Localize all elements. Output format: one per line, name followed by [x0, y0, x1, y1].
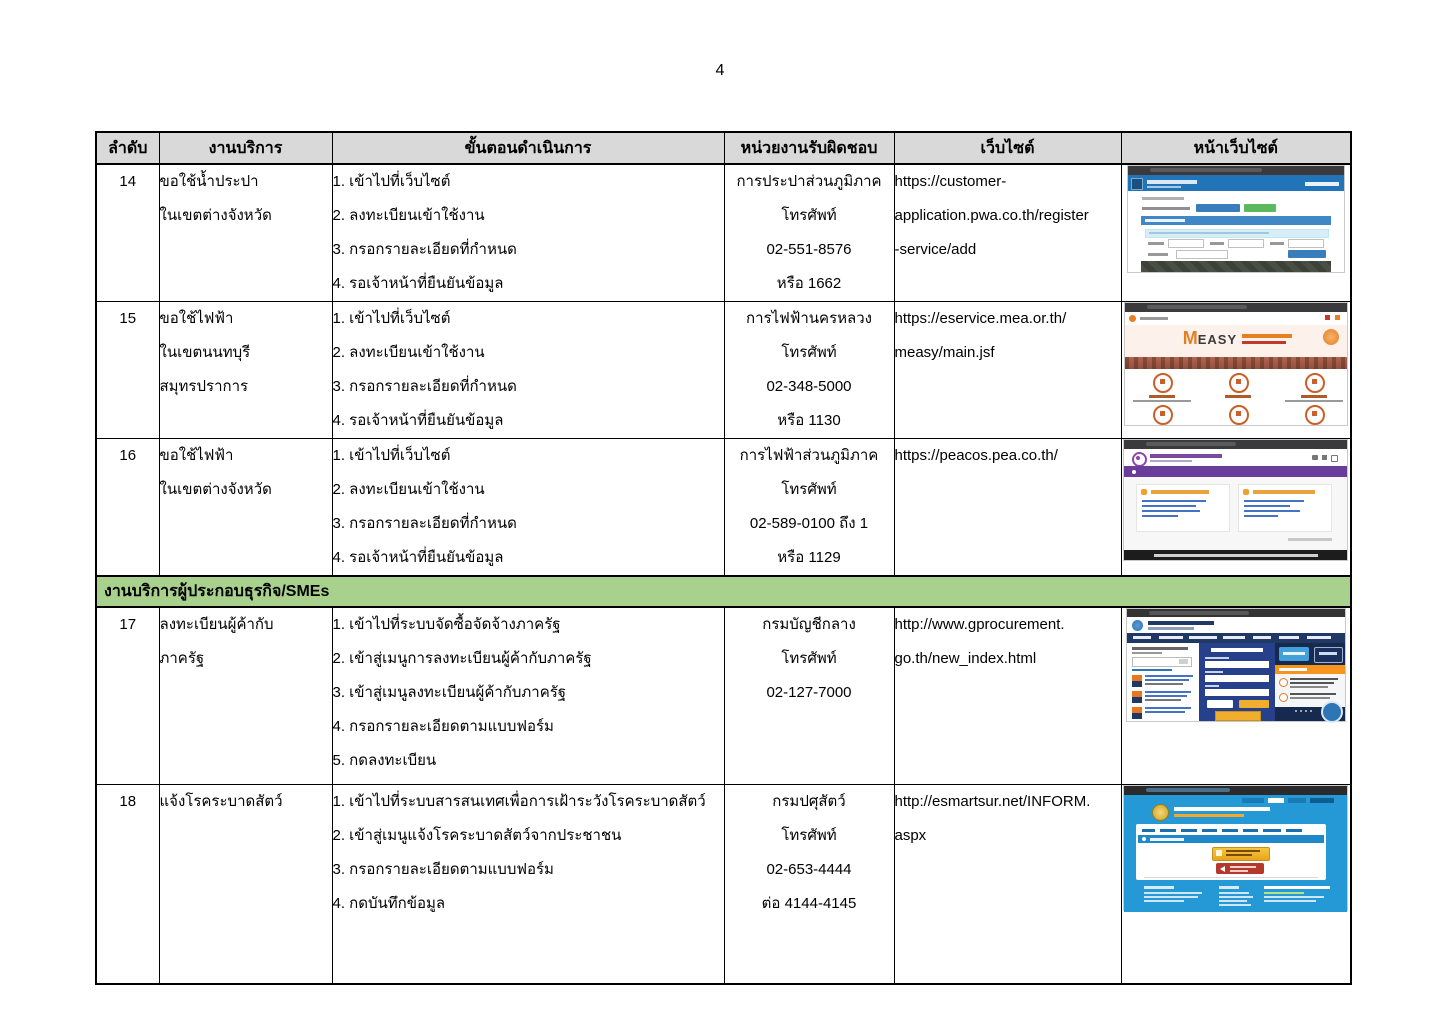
- step-item: 2. เข้าสู่เมนูแจ้งโรคระบาดสัตว์จากประชาชน: [332, 826, 622, 844]
- step-item: 2. ลงทะเบียนเข้าใช้งาน: [332, 207, 485, 224]
- agency-phone: 02-127-7000: [766, 684, 852, 701]
- agency-phone-label: โทรศัพท์: [781, 207, 837, 224]
- thumb-form-select: [1288, 239, 1324, 248]
- website-thumbnail-gprocurement: [1126, 608, 1346, 722]
- thumb-banner-subtitle-bar: [1242, 334, 1292, 338]
- thumb-form-label: [1148, 253, 1168, 256]
- thumb-menu-item-bar: [1263, 829, 1281, 832]
- thumb-icon-glyph: [1312, 411, 1317, 416]
- thumb-icon-glyph: [1160, 411, 1165, 416]
- thumb-form-select: [1205, 661, 1269, 668]
- thumb-instagram-icon: [1331, 455, 1338, 462]
- step-item: 4. กดบันทึกข้อมูล: [332, 894, 446, 912]
- thumb-text-bar: [1132, 652, 1162, 654]
- agency-phone: 02-551-8576: [766, 241, 852, 258]
- thumb-button-text-bar: [1230, 866, 1256, 868]
- thumb-nav-bar: [1124, 466, 1347, 477]
- website-url: https://customer-: [894, 173, 1007, 190]
- thumb-text-bar: [1132, 647, 1188, 650]
- thumb-site-title-bar: [1150, 454, 1222, 458]
- thumb-site-logo: [1132, 452, 1147, 467]
- step-item: 3. เข้าสู่เมนูลงทะเบียนผู้ค้ากับภาครัฐ: [332, 684, 567, 701]
- service-name: ในเขตต่างจังหวัด: [159, 207, 272, 224]
- agency-name: การไฟฟ้านครหลวง: [746, 310, 872, 327]
- service-name: สมุทรปราการ: [159, 378, 249, 395]
- thumb-form-label: [1205, 657, 1229, 659]
- step-item: 1. เข้าไปที่ระบบสารสนเทศเพื่อการเฝ้าระวังโรคระบาดสัตว์: [332, 792, 706, 810]
- step-item: 3. กรอกรายละเอียดที่กำหนด: [332, 515, 517, 532]
- thumb-button-text-bar: [1226, 854, 1252, 856]
- thumb-link-bar: [1244, 515, 1278, 517]
- thumb-card-title-bar: [1253, 490, 1315, 494]
- thumb-form-label: [1270, 242, 1284, 245]
- page-number: 4: [715, 62, 725, 79]
- thumb-list-text-bar: [1290, 693, 1336, 695]
- thumb-list-icon: [1279, 693, 1288, 702]
- thumb-url-bar: [1146, 442, 1236, 446]
- website-url: https://eservice.mea.or.th/: [894, 310, 1067, 327]
- section-header-row: [96, 576, 1351, 607]
- row-number: 14: [119, 173, 137, 190]
- thumb-icon-glyph: [1160, 379, 1165, 384]
- thumb-list-text-bar: [1290, 678, 1338, 680]
- step-item: 3. กรอกรายละเอียดที่กำหนด: [332, 378, 517, 395]
- thumb-footnote-bar: [1288, 538, 1332, 541]
- row-number: 18: [119, 792, 137, 810]
- table-row-15: [96, 302, 1351, 439]
- thumb-footer-heading-bar: [1144, 886, 1174, 889]
- service-name: ขอใช้ไฟฟ้า: [159, 310, 234, 327]
- thumb-search-panel: [1199, 643, 1275, 721]
- thumb-divider: [1144, 877, 1318, 878]
- thumb-carousel-dot: [1295, 710, 1297, 712]
- thumb-link-bar: [1142, 515, 1178, 517]
- step-item: 1. เข้าไปที่เว็บไซต์: [332, 173, 451, 190]
- thumb-link-bar: [1142, 500, 1206, 502]
- thumb-footer-highlight-bar: [1264, 892, 1304, 894]
- table-row-18: [96, 784, 1351, 984]
- website-url: application.pwa.co.th/register: [894, 207, 1089, 224]
- website-url: go.th/new_index.html: [894, 650, 1037, 667]
- thumb-menu-item-bar: [1286, 829, 1302, 832]
- step-item: 5. กดลงทะเบียน: [332, 752, 437, 769]
- thumb-nav-item-bar: [1223, 636, 1245, 639]
- thumb-form-select: [1228, 239, 1264, 248]
- thumb-site-logo: [1131, 178, 1143, 190]
- agency-phone: 02-653-4444: [766, 860, 852, 878]
- thumb-map-image: [1141, 261, 1331, 272]
- thumb-top-button: [1242, 798, 1264, 803]
- website-url: http://www.gprocurement.: [894, 616, 1065, 633]
- thumb-button-text-bar: [1283, 652, 1305, 655]
- thumb-link-bar: [1244, 500, 1304, 502]
- thumb-news-text-bar: [1145, 675, 1193, 677]
- service-name: ภาครัฐ: [159, 650, 205, 667]
- service-name: ลงทะเบียนผู้ค้ากับ: [159, 616, 274, 633]
- agency-phone: 02-589-0100 ถึง 1: [749, 515, 869, 532]
- thumb-nav-item-bar: [1133, 636, 1151, 639]
- step-item: 2. เข้าสู่เมนูการลงทะเบียนผู้ค้ากับภาครัฐ: [332, 650, 592, 667]
- service-name: ขอใช้ไฟฟ้า: [159, 447, 234, 464]
- step-item: 3. กรอกรายละเอียดตามแบบฟอร์ม: [332, 860, 554, 878]
- agency-name: กรมปศุสัตว์: [772, 792, 846, 810]
- thumb-footer-heading-bar: [1219, 886, 1239, 889]
- thumb-form-label: [1205, 685, 1219, 687]
- thumb-site-subtitle-bar: [1147, 186, 1181, 188]
- table-row-14: [96, 164, 1351, 302]
- thumb-nav-item-bar: [1307, 636, 1331, 639]
- thumb-section-text-bar: [1150, 838, 1184, 841]
- thumb-carousel-dot: [1305, 710, 1307, 712]
- step-item: 4. กรอกรายละเอียดตามแบบฟอร์ม: [332, 718, 554, 735]
- thumb-list-text-bar: [1290, 686, 1328, 688]
- thumb-site-title-bar: [1140, 317, 1168, 320]
- agency-hotline: หรือ 1129: [777, 549, 841, 566]
- website-url: -service/add: [894, 241, 977, 258]
- thumb-url-bar: [1150, 168, 1262, 172]
- thumb-blue-button: [1196, 204, 1240, 212]
- thumb-nav-item-bar: [1253, 636, 1271, 639]
- table-row-16: [96, 439, 1351, 577]
- thumb-list-icon: [1279, 678, 1288, 687]
- thumb-alert-text-bar: [1149, 232, 1269, 234]
- thumb-top-button: [1310, 798, 1334, 803]
- thumb-carousel-dot: [1300, 710, 1302, 712]
- thumb-footer-address-bar: [1264, 886, 1330, 889]
- agency-phone-label: โทรศัพท์: [781, 344, 837, 361]
- thumb-link-bar: [1244, 510, 1300, 512]
- thumb-list-text-bar: [1290, 697, 1330, 699]
- thumb-header-text-bar: [1305, 182, 1339, 186]
- thumb-top-button: [1268, 798, 1284, 803]
- thumb-icon-glyph: [1236, 411, 1241, 416]
- row-number: 16: [119, 447, 137, 464]
- thumb-news-text-bar: [1145, 695, 1187, 697]
- thumb-footer-link-bar: [1219, 900, 1247, 902]
- step-item: 1. เข้าไปที่เว็บไซต์: [332, 447, 451, 464]
- thumb-button-icon: [1216, 850, 1222, 856]
- thumb-login-button: [1314, 647, 1343, 663]
- thumb-footer-link-bar: [1219, 904, 1251, 906]
- thumb-header-icon: [1335, 315, 1340, 320]
- thumb-news-icon: [1132, 681, 1142, 687]
- thumb-facebook-icon: [1322, 455, 1327, 460]
- website-thumbnail-pwa: [1127, 165, 1345, 273]
- thumb-menu-item-bar: [1202, 829, 1217, 832]
- thumb-footer-link-bar: [1264, 896, 1324, 898]
- thumb-icon-label-bar: [1149, 395, 1175, 398]
- website-thumbnail-measy: [1124, 302, 1348, 426]
- thumb-carousel-dot: [1310, 710, 1312, 712]
- thumb-section-dot: [1142, 837, 1146, 841]
- services-table: [95, 131, 1352, 985]
- thumb-label-bar: [1142, 207, 1190, 210]
- thumb-link-bar: [1142, 510, 1200, 512]
- thumb-footer-link-bar: [1219, 892, 1249, 894]
- website-url: aspx: [894, 826, 927, 844]
- thumb-banner-subtitle-bar2: [1242, 341, 1286, 344]
- thumb-nav-item-bar: [1189, 636, 1217, 639]
- thumb-bottom-button: [1215, 711, 1261, 721]
- thumb-site-logo: [1129, 315, 1136, 322]
- step-item: 2. ลงทะเบียนเข้าใช้งาน: [332, 481, 485, 498]
- thumb-breadcrumb-bar: [1142, 197, 1184, 200]
- step-item: 4. รอเจ้าหน้าที่ยืนยันข้อมูล: [332, 412, 504, 429]
- thumb-card-icon: [1243, 489, 1249, 495]
- step-item: 1. เข้าไปที่ระบบจัดซื้อจัดจ้างภาครัฐ: [332, 616, 561, 633]
- thumb-list-text-bar: [1290, 682, 1334, 684]
- thumb-icon-label-bar: [1301, 395, 1327, 398]
- thumb-news-text-bar: [1145, 711, 1185, 713]
- thumb-menu-item-bar: [1222, 829, 1238, 832]
- agency-phone-label: โทรศัพท์: [781, 481, 837, 498]
- thumb-nav-item-bar: [1159, 636, 1183, 639]
- thumb-clear-button: [1207, 700, 1233, 708]
- thumb-footer-link-bar: [1144, 896, 1198, 898]
- thumb-card-title-bar: [1151, 490, 1209, 494]
- agency-hotline: หรือ 1130: [777, 412, 841, 429]
- thumb-flower-icon: [1323, 329, 1339, 345]
- thumb-news-text-bar: [1145, 699, 1181, 701]
- thumb-icon-glyph: [1236, 379, 1241, 384]
- thumb-icon-label-bar: [1225, 395, 1251, 398]
- thumb-site-title-bar: [1148, 621, 1214, 625]
- thumb-form-label: [1148, 242, 1164, 245]
- thumb-button-text-bar: [1230, 870, 1248, 872]
- thumb-footer-link-bar: [1144, 892, 1202, 894]
- thumb-form-input: [1205, 675, 1269, 682]
- thumb-measy-logo-m: M: [1182, 328, 1198, 348]
- service-name: ในเขตต่างจังหวัด: [159, 481, 272, 498]
- thumb-footer-link-bar: [1219, 896, 1253, 898]
- website-thumbnail-pea: [1123, 439, 1348, 561]
- thumb-news-text-bar: [1145, 683, 1183, 685]
- agency-phone-label: โทรศัพท์: [781, 826, 837, 844]
- thumb-nav-item-bar: [1279, 636, 1299, 639]
- thumb-news-icon: [1132, 713, 1142, 719]
- row-number: 17: [119, 616, 137, 633]
- agency-extension: ต่อ 4144-4145: [761, 894, 857, 912]
- thumb-button-text-bar: [1226, 850, 1260, 852]
- step-item: 1. เข้าไปที่เว็บไซต์: [332, 310, 451, 327]
- website-url: http://esmartsur.net/INFORM.: [894, 792, 1091, 810]
- thumb-site-subtitle-bar: [1174, 814, 1244, 817]
- thumb-header-icon: [1325, 315, 1330, 320]
- website-thumbnail-esmartsur: [1123, 785, 1348, 911]
- thumb-site-title-bar: [1174, 807, 1270, 811]
- agency-hotline: หรือ 1662: [776, 275, 842, 292]
- thumb-chat-bubble-icon: [1321, 701, 1343, 723]
- agency-name: การไฟฟ้าส่วนภูมิภาค: [739, 447, 879, 464]
- agency-name: กรมบัญชีกลาง: [762, 616, 856, 633]
- thumb-form-select: [1168, 239, 1204, 248]
- thumb-menu-item-bar: [1160, 829, 1176, 832]
- col-header-steps: ขั้นตอนดำเนินการ: [332, 132, 724, 164]
- agency-phone-label: โทรศัพท์: [781, 650, 837, 667]
- col-header-website: เว็บไซต์: [894, 132, 1121, 164]
- table-row-17: [96, 607, 1351, 784]
- step-item: 2. ลงทะเบียนเข้าใช้งาน: [332, 344, 485, 361]
- thumb-form-label: [1205, 671, 1223, 673]
- thumb-footer-link-bar: [1264, 900, 1316, 902]
- thumb-speaker-icon: [1220, 866, 1225, 872]
- thumb-icon-label-bar: [1285, 400, 1343, 402]
- thumb-icon-glyph: [1312, 379, 1317, 384]
- thumb-news-text-bar: [1145, 707, 1191, 709]
- thumb-form-label: [1210, 242, 1224, 245]
- thumb-menu-item-bar: [1142, 829, 1155, 832]
- thumb-site-logo: [1132, 620, 1143, 631]
- col-header-no: ลำดับ: [96, 132, 159, 164]
- thumb-icon-label-bar: [1133, 400, 1191, 402]
- thumb-submit-button: [1288, 250, 1326, 258]
- thumb-skyline-texture: [1125, 357, 1347, 369]
- thumb-emblem-logo: [1152, 804, 1169, 821]
- thumb-url-bar: [1147, 305, 1247, 309]
- thumb-button-text-bar: [1319, 652, 1337, 655]
- thumb-top-button: [1288, 798, 1306, 803]
- thumb-news-icon: [1132, 697, 1142, 703]
- thumb-url-bar: [1149, 611, 1249, 615]
- thumb-card-icon: [1141, 489, 1147, 495]
- thumb-footer-text-bar: [1154, 554, 1318, 557]
- thumb-site-title-bar: [1147, 180, 1197, 184]
- thumb-menu-item-bar: [1181, 829, 1197, 832]
- col-header-webpage: หน้าเว็บไซต์: [1121, 132, 1351, 164]
- thumb-panel-title-bar: [1145, 219, 1185, 222]
- thumb-site-subtitle-bar: [1150, 460, 1192, 462]
- col-header-agency: หน่วยงานรับผิดชอบ: [724, 132, 894, 164]
- thumb-twitter-icon: [1312, 455, 1318, 460]
- thumb-link-bar: [1244, 505, 1290, 507]
- thumb-green-button: [1244, 204, 1276, 212]
- agency-name: การประปาส่วนภูมิภาค: [736, 173, 882, 190]
- step-item: 4. รอเจ้าหน้าที่ยืนยันข้อมูล: [332, 549, 504, 566]
- thumb-news-text-bar: [1145, 691, 1191, 693]
- thumb-measy-logo-text: EASY: [1197, 332, 1238, 347]
- row-number: 15: [119, 310, 137, 327]
- thumb-link-bar: [1132, 669, 1172, 671]
- thumb-orange-header-text: [1279, 668, 1307, 671]
- table-header-row: [96, 132, 1351, 164]
- thumb-form-select: [1205, 689, 1269, 696]
- service-name: ขอใช้น้ำประปา: [159, 173, 259, 190]
- step-item: 4. รอเจ้าหน้าที่ยืนยันข้อมูล: [332, 275, 504, 292]
- step-item: 3. กรอกรายละเอียดที่กำหนด: [332, 241, 517, 258]
- thumb-panel-title-bar: [1211, 648, 1263, 652]
- section-header-sme: งานบริการผู้ประกอบธุรกิจ/SMEs: [96, 576, 1351, 607]
- thumb-news-text-bar: [1145, 679, 1189, 681]
- thumb-link-bar: [1142, 505, 1196, 507]
- thumb-footer-link-bar: [1144, 900, 1184, 902]
- agency-phone: 02-348-5000: [766, 378, 852, 395]
- thumb-menu-item-bar: [1243, 829, 1258, 832]
- thumb-site-subtitle-bar: [1148, 627, 1194, 630]
- thumb-form-input: [1176, 250, 1228, 259]
- thumb-url-bar: [1146, 788, 1230, 792]
- website-url: https://peacos.pea.co.th/: [894, 447, 1058, 464]
- thumb-search-submit-button: [1239, 700, 1269, 708]
- website-url: measy/main.jsf: [894, 344, 995, 361]
- col-header-service: งานบริการ: [159, 132, 332, 164]
- service-name: แจ้งโรคระบาดสัตว์: [159, 792, 283, 810]
- thumb-search-button: [1179, 659, 1188, 664]
- service-name: ในเขตนนทบุรี: [159, 344, 251, 361]
